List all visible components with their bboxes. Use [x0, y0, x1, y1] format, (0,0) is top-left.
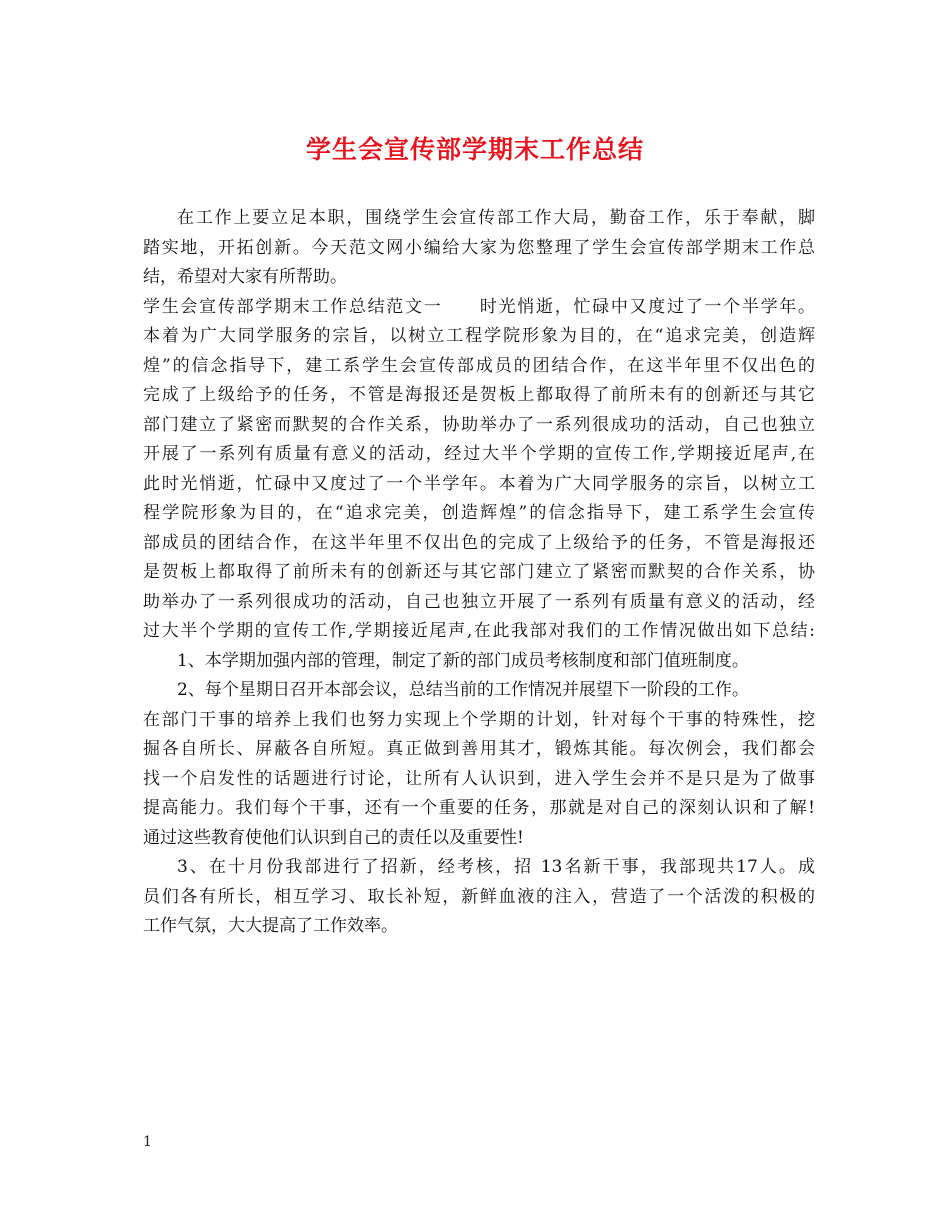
- document-body: [143, 204, 815, 942]
- body-line: 在工作上要立足本职，围绕学生会宣传部工作大局，勤奋工作，乐于奉献，脚: [177, 208, 815, 228]
- body-line: 助举办了一系列很成功的活动，自己也独立开展了一系列有质量有意义的活动，经: [143, 591, 815, 612]
- body-line: 2、每个星期日召开本部会议，总结当前的工作情况并展望下一阶段的工作。: [177, 680, 749, 700]
- body-line: 踏实地，开拓创新。今天范文网小编给大家为您整理了学生会宣传部学期末工作总: [143, 237, 815, 258]
- body-line: 本着为广大同学服务的宗旨，以树立工程学院形象为目的，在“追求完美，创造辉: [143, 326, 815, 346]
- body-line: 在部门干事的培养上我们也努力实现上个学期的计划，针对每个干事的特殊性，挖: [143, 709, 815, 730]
- body-line: 找一个启发性的话题进行讨论，让所有人认识到，进入学生会并不是只是为了做事: [143, 768, 815, 789]
- document-title: 学生会宣传部学期末工作总结: [305, 135, 644, 164]
- body-line: 学生会宣传部学期末工作总结范文一 时光悄逝，忙碌中又度过了一个半学年。: [143, 296, 815, 317]
- body-line: 煌”的信念指导下，建工系学生会宣传部成员的团结合作，在这半年里不仅出色的: [143, 355, 815, 376]
- body-line: 结，希望对大家有所帮助。: [143, 267, 347, 287]
- body-line: 工作气氛，大大提高了工作效率。: [143, 916, 398, 936]
- body-line: 3、在十月份我部进行了招新，经考核，招 13名新干事，我部现共17人。成: [177, 857, 815, 877]
- page-number: 1: [143, 1134, 152, 1150]
- body-line: 员们各有所长，相互学习、取长补短，新鲜血液的注入，营造了一个活泼的积极的: [143, 886, 815, 907]
- body-line: 开展了一系列有质量有意义的活动，经过大半个学期的宣传工作,学期接近尾声,在: [143, 444, 815, 464]
- body-line: 1、本学期加强内部的管理，制定了新的部门成员考核制度和部门值班制度。: [177, 650, 749, 671]
- body-line: 提高能力。我们每个干事，还有一个重要的任务，那就是对自己的深刻认识和了解!: [143, 798, 815, 818]
- body-line: 过大半个学期的宣传工作,学期接近尾声,在此我部对我们的工作情况做出如下总结:: [143, 621, 815, 641]
- body-line: 部成员的团结合作，在这半年里不仅出色的完成了上级给予的任务，不管是海报还: [143, 532, 815, 553]
- body-line: 完成了上级给予的任务，不管是海报还是贺板上都取得了前所未有的创新还与其它: [143, 385, 815, 405]
- body-line: 掘各自所长、屏蔽各自所短。真正做到善用其才，锻炼其能。每次例会，我们都会: [143, 739, 815, 759]
- body-line: 程学院形象为目的，在“追求完美，创造辉煌”的信念指导下，建工系学生会宣传: [143, 503, 815, 523]
- body-line: 此时光悄逝，忙碌中又度过了一个半学年。本着为广大同学服务的宗旨，以树立工: [143, 473, 815, 494]
- body-line: 部门建立了紧密而默契的合作关系，协助举办了一系列很成功的活动，自己也独立: [143, 414, 815, 435]
- body-line: 是贺板上都取得了前所未有的创新还与其它部门建立了紧密而默契的合作关系，协: [143, 562, 815, 582]
- body-line: 通过这些教育使他们认识到自己的责任以及重要性!: [143, 827, 524, 848]
